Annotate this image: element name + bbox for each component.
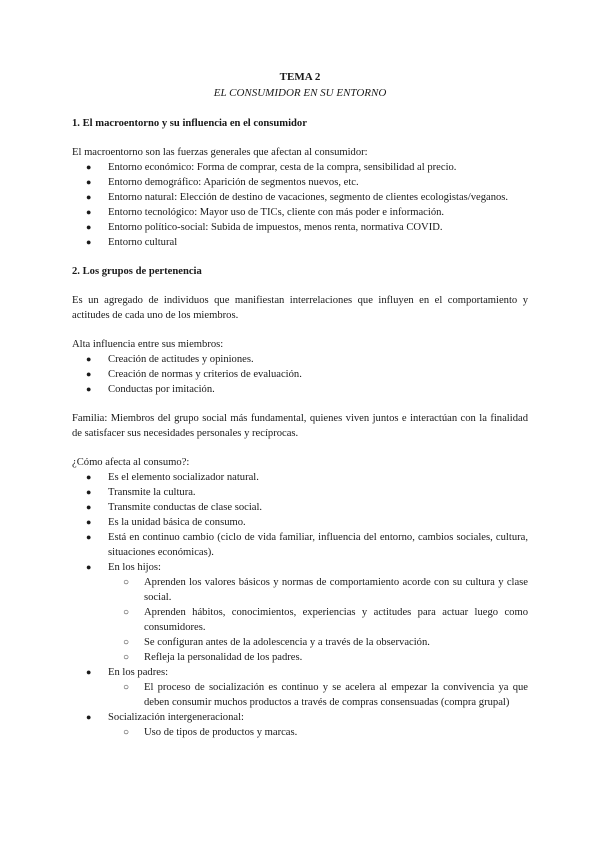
sub-list-item: ○ Refleja la personalidad de los padres. <box>123 652 303 663</box>
list-item: ● Creación de actitudes y opiniones. <box>86 354 254 365</box>
section-1-intro: El macroentorno son las fuerzas generales que afectan al consumidor: <box>72 147 368 158</box>
document-body <box>72 116 528 740</box>
list-item: ● Conductas por imitación. <box>86 384 215 395</box>
consumo-question: ¿Cómo afecta al consumo?: <box>72 457 190 468</box>
list-item: ● Creación de normas y criterios de evaluación. <box>86 369 302 380</box>
list-item: ● Entorno económico: Forma de comprar, cesta de la compra, sensibilidad al precio. <box>86 162 457 173</box>
list-item: ● Entorno político-social: Subida de impuestos, menos renta, normativa COVID. <box>86 222 443 233</box>
list-item: ● Transmite conductas de clase social. <box>86 502 263 513</box>
bullet-icon: ● <box>86 384 92 394</box>
list-item-hijos: ● En los hijos: ○ Aprenden los valores básicos y normas de comportamiento acorde con su cultura y clase social. ○ Aprenden hábitos, conocimientos, experiencias y actitudes para actuar luego como consumidores. ○ Se configuran antes de la adolescencia y a través de la observación. ○ Refleja la personalidad de los padres. <box>86 562 528 663</box>
circle-bullet-icon: ○ <box>123 682 130 693</box>
sub-list-item: ○ Aprenden los valores básicos y normas de comportamiento acorde con su cultura y clase social. <box>123 577 528 603</box>
bullet-icon: ● <box>86 177 92 187</box>
list-item: ● Entorno tecnológico: Mayor uso de TICs, cliente con más poder e información. <box>86 207 445 218</box>
bullet-icon: ● <box>86 667 92 677</box>
macroentorno-list <box>72 160 528 250</box>
bullet-icon: ● <box>86 162 92 172</box>
hijos-sublist <box>108 575 528 665</box>
list-item: ● Es el elemento socializador natural. <box>86 472 259 483</box>
bullet-icon: ● <box>86 207 92 217</box>
consumo-list <box>72 470 528 740</box>
sub-list-item: ○ Uso de tipos de productos y marcas. <box>123 727 298 738</box>
bullet-icon: ● <box>86 222 92 232</box>
bullet-icon: ● <box>86 354 92 364</box>
circle-bullet-icon: ○ <box>123 637 130 648</box>
page-subtitle: EL CONSUMIDOR EN SU ENTORNO <box>213 87 387 99</box>
list-item: ● Entorno cultural <box>86 237 178 248</box>
family-definition: Familia: Miembros del grupo social más fundamental, quienes viven juntos e interactúan con la finalidad de satisfacer sus necesidades personales y recíprocas. <box>72 413 528 439</box>
circle-bullet-icon: ○ <box>123 607 130 618</box>
bullet-icon: ● <box>86 472 92 482</box>
sub-list-item: ○ El proceso de socialización es continuo y se acelera al empezar la convivencia ya que deben consumir muchos productos a través de compras consensuadas (compra grupal) <box>123 682 528 708</box>
bullet-icon: ● <box>86 532 92 542</box>
bullet-icon: ● <box>86 487 92 497</box>
bullet-icon: ● <box>86 562 92 572</box>
list-item: ● Entorno demográfico: Aparición de segmentos nuevos, etc. <box>86 177 359 188</box>
intergen-sublist <box>108 725 528 740</box>
sub-list-item: ○ Aprenden hábitos, conocimientos, experiencias y actitudes para actuar luego como consumidores. <box>123 607 528 633</box>
circle-bullet-icon: ○ <box>123 652 130 663</box>
influence-intro: Alta influencia entre sus miembros: <box>72 339 224 350</box>
list-item: ● Es la unidad básica de consumo. <box>86 517 246 528</box>
list-item: ● Transmite la cultura. <box>86 487 196 498</box>
list-item: ● Está en continuo cambio (ciclo de vida familiar, influencia del entorno, cambios sociales, cultura, situaciones económicas). <box>86 532 528 558</box>
bullet-icon: ● <box>86 369 92 379</box>
section-2-heading: 2. Los grupos de pertenencia <box>72 266 202 277</box>
circle-bullet-icon: ○ <box>123 727 130 738</box>
list-item: ● Entorno natural: Elección de destino de vacaciones, segmento de clientes ecologistas/veganos. <box>86 192 509 203</box>
circle-bullet-icon: ○ <box>123 577 130 588</box>
bullet-icon: ● <box>86 192 92 202</box>
bullet-icon: ● <box>86 502 92 512</box>
section-1-heading: 1. El macroentorno y su influencia en el consumidor <box>72 118 307 129</box>
bullet-icon: ● <box>86 517 92 527</box>
influence-list <box>72 352 528 397</box>
list-item-padres: ● En los padres: ○ El proceso de socialización es continuo y se acelera al empezar la convivencia ya que deben consumir muchos productos a través de compras consensuadas (compra grupal) <box>86 667 528 708</box>
page-title: TEMA 2 <box>279 71 321 83</box>
list-item-intergeneracional: ● Socialización intergeneracional: ○ Uso de tipos de productos y marcas. <box>72 710 528 740</box>
sub-list-item: ○ Se configuran antes de la adolescencia y a través de la observación. <box>123 637 430 648</box>
bullet-icon: ● <box>86 712 92 722</box>
padres-sublist <box>108 680 528 710</box>
bullet-icon: ● <box>86 237 92 247</box>
section-2-definition: Es un agregado de individuos que manifiestan interrelaciones que influyen en el comportamiento y actitudes de cada uno de los miembros. <box>72 295 528 321</box>
